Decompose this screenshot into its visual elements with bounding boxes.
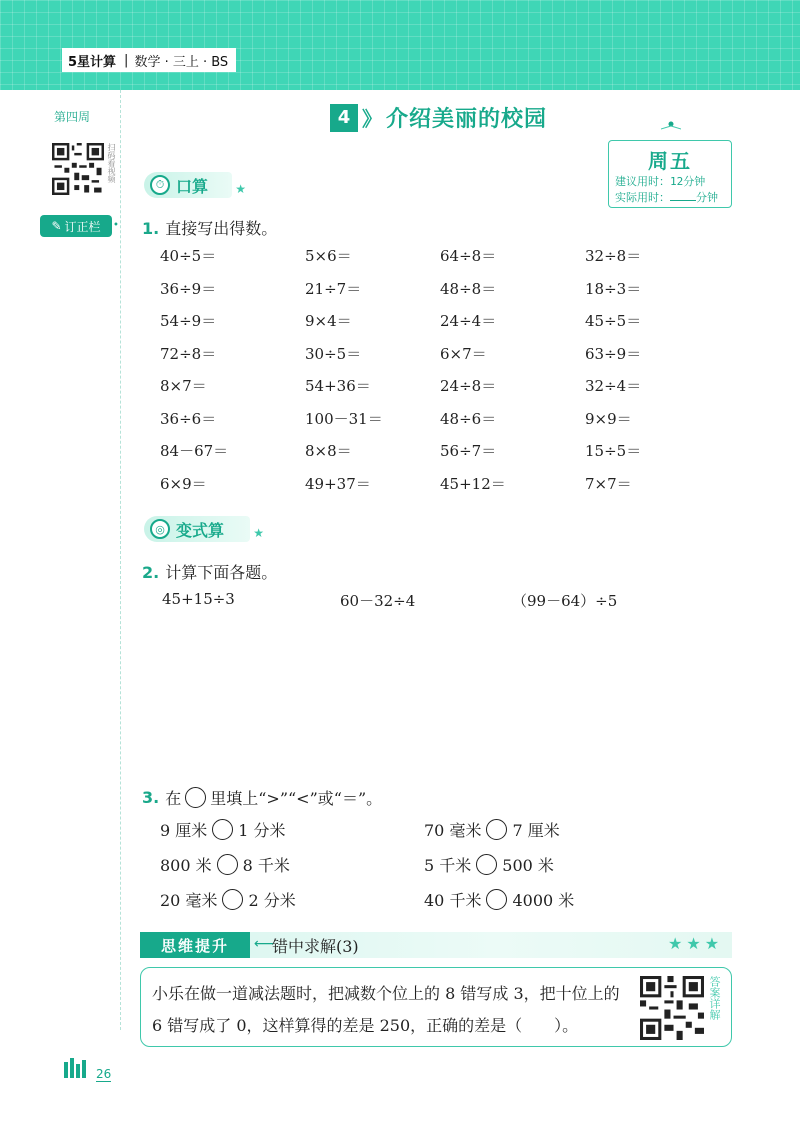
compare-right: 4000 米	[512, 891, 575, 910]
compare-item	[160, 818, 286, 841]
compare-answer-circle[interactable]	[212, 819, 233, 840]
calc-problem: （99－64）÷5	[512, 592, 618, 610]
circle-icon	[185, 787, 206, 808]
section-banner-variant	[144, 516, 264, 542]
week-label: 第四周	[54, 110, 91, 124]
lesson-title	[330, 102, 547, 133]
compare-right: 500 米	[502, 856, 554, 875]
compare-left: 9 厘米	[160, 821, 208, 840]
hanging-string-icon	[661, 121, 681, 141]
problem: 54÷9＝	[160, 312, 217, 330]
problem: 36÷9＝	[160, 279, 217, 298]
lesson-title-text: 介绍美丽的校园	[386, 107, 548, 132]
suggested-time: 建议用时：12分钟	[615, 175, 706, 188]
compare-right: 8 千米	[242, 856, 290, 875]
header-band	[0, 0, 800, 90]
correction-column-tag	[40, 215, 112, 237]
pencil-icon: ✎	[51, 219, 62, 233]
compare-left: 40 千米	[424, 891, 482, 910]
compare-right: 1 分米	[238, 821, 286, 840]
compare-right: 7 厘米	[512, 821, 560, 840]
problem: 7×7＝	[585, 474, 632, 493]
compare-item	[424, 888, 574, 911]
question-number: 2.	[142, 563, 160, 582]
problem: 84－67＝	[160, 442, 229, 460]
problem: 6×7＝	[440, 344, 487, 363]
compare-answer-circle[interactable]	[486, 889, 507, 910]
question-2-heading	[142, 560, 277, 583]
problem: 9×9＝	[585, 409, 632, 428]
problem: 5×6＝	[305, 247, 352, 265]
problem: 45+12＝	[440, 474, 506, 493]
video-qr-caption: 扫码看视频	[107, 143, 116, 183]
question-suffix: 里填上“>”“<”或“＝”。	[210, 789, 383, 808]
problem: 49+37＝	[305, 474, 371, 493]
thinking-tag: 思维提升	[140, 932, 250, 958]
star-icon: ★	[235, 182, 246, 196]
oral-problem-grid	[160, 240, 740, 500]
problem: 18÷3＝	[585, 279, 642, 298]
question-number: 1.	[142, 219, 160, 238]
section-banner-oral-label: 口算	[176, 176, 209, 196]
target-icon: ◎	[150, 519, 170, 539]
arrow-right-icon: ⟵	[254, 936, 275, 952]
correction-rail-divider	[120, 90, 121, 1030]
stopwatch-icon: ⏱	[150, 175, 170, 195]
problem: 48÷8＝	[440, 279, 497, 298]
difficulty-stars-icon: ★★★	[668, 934, 724, 953]
problem: 24÷8＝	[440, 377, 497, 395]
correction-column-label: 订正栏	[64, 219, 101, 234]
series-separator: |	[124, 52, 129, 68]
problem: 30÷5＝	[305, 344, 362, 363]
question-1-heading	[142, 216, 277, 239]
thinking-problem-text: 小乐在做一道减法题时，把减数个位上的 8 错写成 3，把十位上的 6 错写成了 0，这样算得的差是 250，正确的差是（ ）。	[152, 984, 620, 1035]
problem: 72÷8＝	[160, 344, 217, 363]
compare-item	[160, 888, 296, 911]
problem: 6×9＝	[160, 474, 207, 493]
problem: 32÷4＝	[585, 377, 642, 395]
actual-time-blank[interactable]	[670, 200, 696, 201]
series-brand: 5星计算	[62, 51, 122, 70]
problem: 45÷5＝	[585, 312, 642, 330]
compare-left: 5 千米	[424, 856, 472, 875]
problem: 9×4＝	[305, 312, 352, 330]
calc-problem: 45+15÷3	[162, 590, 235, 608]
problem: 64÷8＝	[440, 247, 497, 265]
compare-item	[424, 853, 554, 876]
weekday-card	[608, 140, 732, 208]
compare-answer-circle[interactable]	[476, 854, 497, 875]
compare-answer-circle[interactable]	[222, 889, 243, 910]
compare-left: 800 米	[160, 856, 212, 875]
compare-item	[160, 853, 290, 876]
video-qr-code-icon[interactable]	[52, 143, 104, 195]
thinking-subtitle: 错中求解(3)	[272, 937, 359, 956]
answer-qr-code-icon[interactable]	[640, 976, 704, 1040]
question-text: 直接写出得数。	[165, 219, 278, 238]
problem: 56÷7＝	[440, 442, 497, 460]
compare-right: 2 分米	[248, 891, 296, 910]
problem: 40÷5＝	[160, 247, 217, 265]
compare-item	[424, 818, 560, 841]
compare-left: 20 毫米	[160, 891, 218, 910]
problem: 36÷6＝	[160, 409, 217, 428]
lesson-number: 4	[330, 104, 358, 132]
weekday-label: 周五	[648, 149, 692, 173]
actual-time	[615, 189, 718, 205]
problem: 8×7＝	[160, 377, 207, 395]
problem: 8×8＝	[305, 442, 352, 460]
problem: 21÷7＝	[305, 279, 362, 298]
actual-time-suffix: 分钟	[696, 191, 718, 204]
chevron-right-icon: 》	[362, 107, 382, 131]
page-number: 26	[96, 1067, 112, 1081]
problem: 63÷9＝	[585, 344, 642, 363]
book-spines-icon	[64, 1058, 88, 1082]
problem: 54+36＝	[305, 377, 371, 395]
answer-qr-caption: 答案详解	[708, 976, 721, 1020]
calc-problem: 60－32÷4	[340, 592, 416, 610]
compare-answer-circle[interactable]	[486, 819, 507, 840]
problem: 100－31＝	[305, 409, 383, 428]
section-banner-oral	[144, 172, 246, 198]
actual-time-prefix: 实际用时：	[615, 191, 670, 204]
question-3-heading	[142, 786, 382, 809]
page-number-mark	[64, 1058, 111, 1082]
series-tag	[62, 48, 236, 72]
compare-answer-circle[interactable]	[217, 854, 238, 875]
connector-dot-icon: •	[113, 220, 119, 231]
series-subtitle: 数学 · 三上 · BS	[134, 54, 229, 70]
compare-left: 70 毫米	[424, 821, 482, 840]
question-prefix: 在	[165, 789, 182, 808]
section-banner-variant-label: 变式算	[176, 520, 225, 540]
problem: 32÷8＝	[585, 247, 642, 265]
problem: 48÷6＝	[440, 409, 497, 428]
problem: 24÷4＝	[440, 312, 497, 330]
problem: 15÷5＝	[585, 442, 642, 460]
question-number: 3.	[142, 788, 160, 807]
question-text: 计算下面各题。	[165, 563, 278, 582]
star-icon: ★	[253, 526, 264, 540]
